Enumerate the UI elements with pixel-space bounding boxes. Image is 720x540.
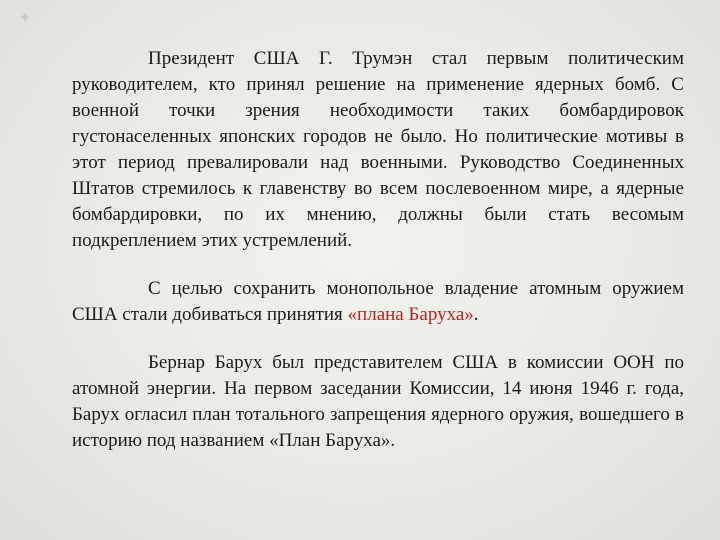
paragraph-monopoly xyxy=(72,276,684,328)
baruch-plan-highlight: «плана Баруха» xyxy=(347,304,474,325)
four-point-star-icon: ✦ xyxy=(18,8,32,27)
slide-body xyxy=(72,46,684,454)
paragraph-monopoly-end: . xyxy=(473,304,479,325)
paragraph-truman: Президент США Г. Трумэн стал первым политическим руководителем, кто принял решение на применение ядерных бомб. С военной точки зрения необходимости таких бомбардировок густонаселенных японских городов не было. Но политические мотивы в этот период превалировали над военными. Руководство Соединенных Штатов стремилось к главенству во всем послевоенном мире, а ядерные бомбардировки, по их мнению, должны были стать весомым подкреплением этих устремлений. xyxy=(72,48,684,251)
paragraph-monopoly-text: С целью сохранить монопольное владение атомным оружием США стали добиваться принятия xyxy=(72,278,684,325)
paragraph-baruch: Бернар Барух был представителем США в комиссии ООН по атомной энергии. На первом заседании Комиссии, 14 июня 1946 г. года, Барух огласил план тотального запрещения ядерного оружия, вошедшего в историю под названием «План Баруха». xyxy=(72,352,684,451)
